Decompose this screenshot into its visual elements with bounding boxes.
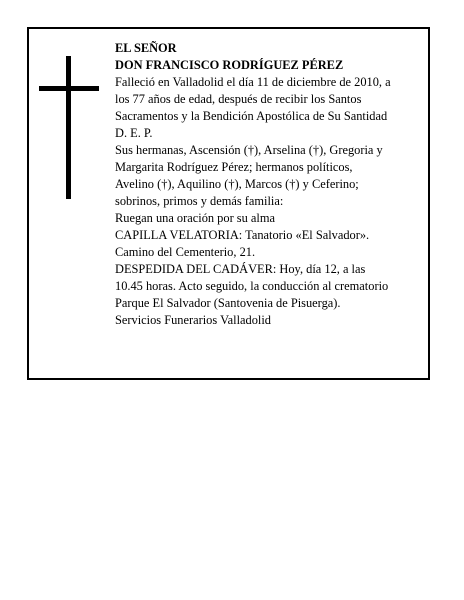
notice-line: Avelino (†), Aquilino (†), Marcos (†) y Ceferino; bbox=[115, 177, 359, 191]
deceased-title: EL SEÑOR bbox=[115, 41, 177, 55]
chapel-address: Camino del Cementerio, 21. bbox=[115, 245, 256, 259]
notice-line: Falleció en Valladolid el día 11 de diciembre de 2010, a bbox=[115, 75, 391, 89]
obituary-notice bbox=[27, 27, 430, 380]
notice-line: Sacramentos y la Bendición Apostólica de Su Santidad bbox=[115, 109, 388, 123]
prayer-request: Ruegan una oración por su alma bbox=[115, 211, 275, 225]
funeral-services: Servicios Funerarios Valladolid bbox=[115, 313, 272, 327]
rip-line: D. E. P. bbox=[115, 126, 153, 140]
notice-text bbox=[115, 40, 425, 329]
farewell-line: Parque El Salvador (Santovenia de Pisuerga). bbox=[115, 296, 341, 310]
chapel-line: CAPILLA VELATORIA: Tanatorio «El Salvador». bbox=[115, 228, 370, 242]
deceased-name: DON FRANCISCO RODRÍGUEZ PÉREZ bbox=[115, 58, 344, 72]
cross-horizontal-bar bbox=[39, 86, 99, 91]
farewell-line: DESPEDIDA DEL CADÁVER: Hoy, día 12, a las bbox=[115, 262, 366, 276]
farewell-line: 10.45 horas. Acto seguido, la conducción al crematorio bbox=[115, 279, 389, 293]
notice-line: Margarita Rodríguez Pérez; hermanos políticos, bbox=[115, 160, 353, 174]
notice-line: los 77 años de edad, después de recibir los Santos bbox=[115, 92, 362, 106]
notice-line: sobrinos, primos y demás familia: bbox=[115, 194, 284, 208]
cross-vertical-bar bbox=[66, 56, 71, 199]
latin-cross-icon bbox=[39, 56, 99, 199]
notice-line: Sus hermanas, Ascensión (†), Arselina (†), Gregoria y bbox=[115, 143, 383, 157]
